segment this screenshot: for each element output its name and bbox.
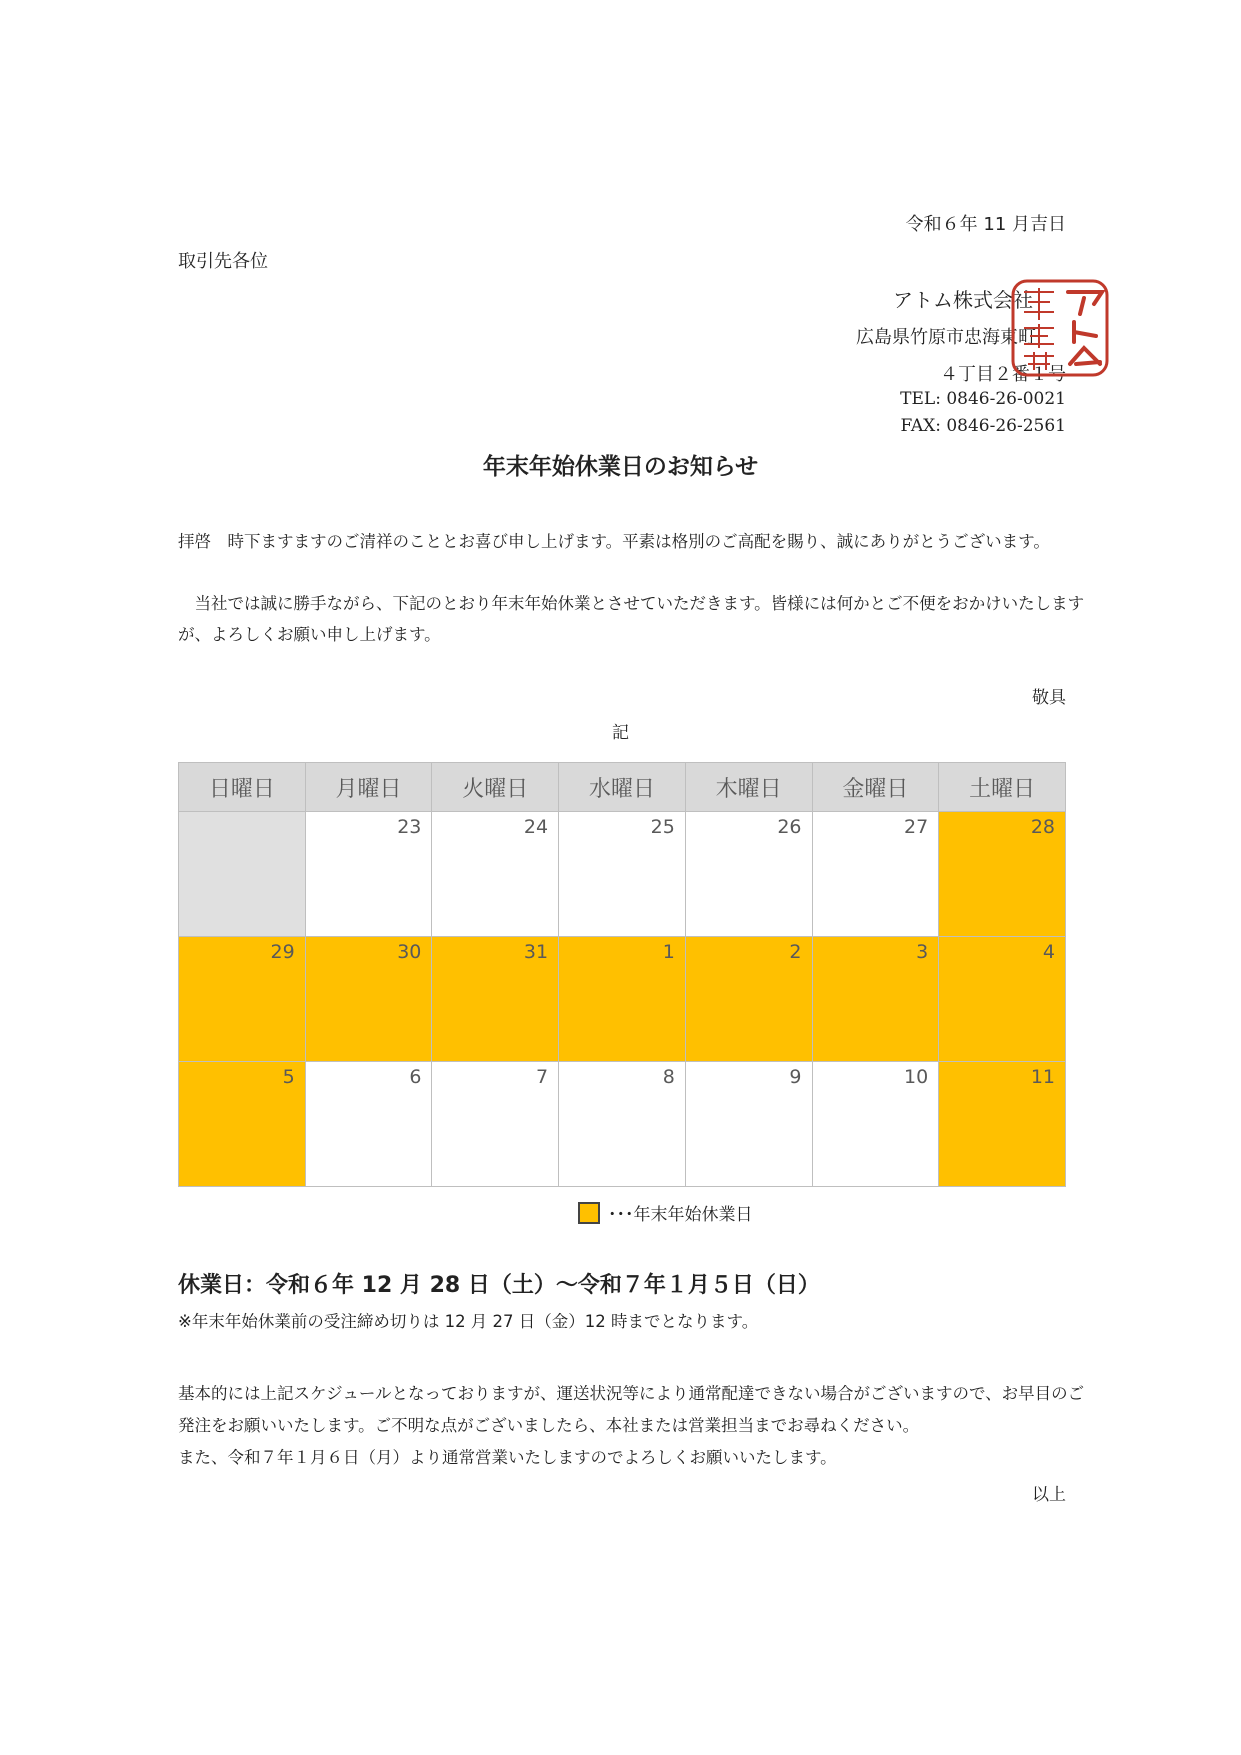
holiday-paragraph-line-2: が、よろしくお願い申し上げます。 <box>178 625 441 644</box>
footer-line-2: 発注をお願いいたします。ご不明な点がございましたら、本社または営業担当までお尋ねください。 <box>178 1416 920 1435</box>
calendar-day-cell: 25 <box>559 812 686 937</box>
company-name: アトム株式会社 <box>893 288 1033 312</box>
legend-swatch-icon <box>578 1202 600 1224</box>
address-line-2: ４丁目２番１号 <box>940 364 1066 385</box>
calendar-day-cell: 29 <box>179 937 306 1062</box>
calendar-day-cell: 4 <box>939 937 1066 1062</box>
calendar-day-cell: 30 <box>305 937 432 1062</box>
footer-line-3: また、令和７年１月６日（月）より通常営業いたしますのでよろしくお願いいたします。 <box>178 1448 837 1467</box>
weekday-header: 水曜日 <box>559 763 686 812</box>
notice-title: 年末年始休業日のお知らせ <box>482 454 759 480</box>
ki-heading: 記 <box>612 723 629 743</box>
calendar-day-cell: 26 <box>685 812 812 937</box>
weekday-header: 日曜日 <box>179 763 306 812</box>
weekday-header: 火曜日 <box>432 763 559 812</box>
weekday-header: 月曜日 <box>305 763 432 812</box>
calendar-day-cell: 3 <box>812 937 939 1062</box>
company-seal <box>1010 278 1110 378</box>
footer-line-1: 基本的には上記スケジュールとなっておりますが、運送状況等により通常配達できない場合がございますので、お早目のご <box>178 1384 1085 1403</box>
closing-keigu: 敬具 <box>1032 688 1066 708</box>
document-date: 令和６年 11 月吉日 <box>905 214 1066 235</box>
calendar-week-row <box>179 937 1066 1062</box>
holiday-period: 休業日：令和６年 12 月 28 日（土）～令和７年１月５日（日） <box>178 1273 820 1298</box>
calendar-day-cell: 6 <box>305 1062 432 1187</box>
calendar-day-cell: 28 <box>939 812 1066 937</box>
calendar-legend <box>578 1200 753 1225</box>
greeting-paragraph: 拝啓 時下ますますのご清祥のこととお喜び申し上げます。平素は格別のご高配を賜り、誠にありがとうございます。 <box>178 532 1050 551</box>
calendar-day-cell: 1 <box>559 937 686 1062</box>
calendar-day-cell: 9 <box>685 1062 812 1187</box>
calendar-day-cell: 24 <box>432 812 559 937</box>
recipient: 取引先各位 <box>178 251 268 272</box>
holiday-paragraph-line-1: 当社では誠に勝手ながら、下記のとおり年末年始休業とさせていただきます。皆様には何かとご不便をおかけいたします <box>178 594 1085 613</box>
holiday-calendar <box>178 762 1066 1187</box>
legend-label: ･･･年末年始休業日 <box>608 1205 753 1225</box>
tel: TEL: 0846-26-0021 <box>900 389 1066 409</box>
calendar-day-cell: 7 <box>432 1062 559 1187</box>
calendar-day-cell: 5 <box>179 1062 306 1187</box>
address-line-1: 広島県竹原市忠海東町 <box>856 327 1036 348</box>
calendar-day-cell: 2 <box>685 937 812 1062</box>
weekday-header: 土曜日 <box>939 763 1066 812</box>
calendar-day-cell: 23 <box>305 812 432 937</box>
calendar-day-cell: 27 <box>812 812 939 937</box>
order-deadline-note: ※年末年始休業前の受注締め切りは 12 月 27 日（金）12 時までとなります。 <box>178 1312 759 1331</box>
calendar-day-cell: 10 <box>812 1062 939 1187</box>
calendar-week-row <box>179 1062 1066 1187</box>
closing-ijou: 以上 <box>1032 1485 1066 1505</box>
calendar-day-cell: 31 <box>432 937 559 1062</box>
calendar-week-row <box>179 812 1066 937</box>
calendar-day-cell: 8 <box>559 1062 686 1187</box>
calendar-day-cell: 11 <box>939 1062 1066 1187</box>
calendar-header-row <box>179 763 1066 812</box>
fax: FAX: 0846-26-2561 <box>900 416 1066 436</box>
weekday-header: 木曜日 <box>685 763 812 812</box>
weekday-header: 金曜日 <box>812 763 939 812</box>
calendar-day-cell <box>179 812 306 937</box>
